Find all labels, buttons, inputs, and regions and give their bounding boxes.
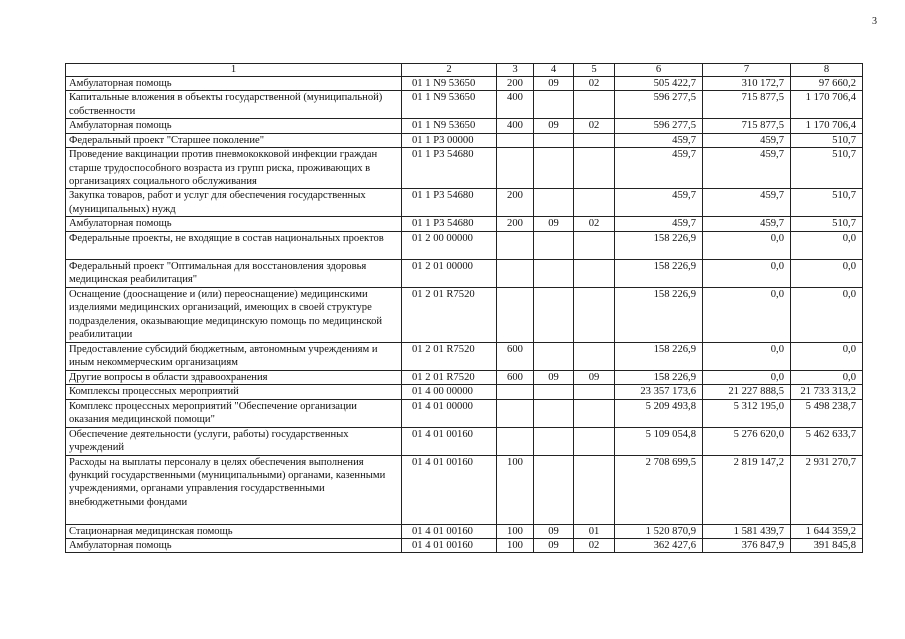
row-name: Амбулаторная помощь xyxy=(66,77,402,91)
amount-year-2: 0,0 xyxy=(703,231,791,259)
amount-year-1: 5 109 054,8 xyxy=(615,427,703,455)
amount-year-3: 1 644 359,2 xyxy=(791,524,863,538)
subsection: 02 xyxy=(574,539,615,553)
amount-year-1: 362 427,6 xyxy=(615,539,703,553)
table-row xyxy=(66,455,863,524)
row-name: Федеральные проекты, не входящие в состав национальных проектов xyxy=(66,231,402,259)
amount-year-2: 715 877,5 xyxy=(703,91,791,119)
subsection xyxy=(574,342,615,370)
table-row xyxy=(66,189,863,217)
amount-year-2: 376 847,9 xyxy=(703,539,791,553)
table-row xyxy=(66,91,863,119)
target-code: 01 4 01 00160 xyxy=(402,539,497,553)
table-row xyxy=(66,77,863,91)
header-cell: 7 xyxy=(703,64,791,77)
header-row xyxy=(66,64,863,77)
amount-year-1: 158 226,9 xyxy=(615,370,703,384)
target-code: 01 1 N9 53650 xyxy=(402,119,497,133)
section xyxy=(534,133,574,147)
amount-year-2: 1 581 439,7 xyxy=(703,524,791,538)
section: 09 xyxy=(534,370,574,384)
row-name: Амбулаторная помощь xyxy=(66,217,402,231)
section xyxy=(534,189,574,217)
expense-type xyxy=(497,399,534,427)
expense-type: 100 xyxy=(497,524,534,538)
subsection xyxy=(574,133,615,147)
table-row xyxy=(66,370,863,384)
row-name: Комплекс процессных мероприятий "Обеспечение организации оказания медицинской помощи" xyxy=(66,399,402,427)
row-name: Закупка товаров, работ и услуг для обеспечения государственных (муниципальных) нужд xyxy=(66,189,402,217)
amount-year-3: 510,7 xyxy=(791,189,863,217)
amount-year-1: 2 708 699,5 xyxy=(615,455,703,524)
row-name: Обеспечение деятельности (услуги, работы) государственных учреждений xyxy=(66,427,402,455)
section xyxy=(534,385,574,399)
expense-type xyxy=(497,259,534,287)
table-row xyxy=(66,524,863,538)
amount-year-2: 459,7 xyxy=(703,133,791,147)
section: 09 xyxy=(534,524,574,538)
target-code: 01 1 N9 53650 xyxy=(402,77,497,91)
subsection: 02 xyxy=(574,217,615,231)
amount-year-1: 596 277,5 xyxy=(615,91,703,119)
section xyxy=(534,427,574,455)
expense-type xyxy=(497,148,534,189)
row-name: Проведение вакцинации против пневмококковой инфекции граждан старше трудоспособного возраста из групп риска, проживающих в организациях социального обслуживания xyxy=(66,148,402,189)
amount-year-1: 596 277,5 xyxy=(615,119,703,133)
amount-year-2: 715 877,5 xyxy=(703,119,791,133)
target-code: 01 4 01 00160 xyxy=(402,427,497,455)
subsection xyxy=(574,148,615,189)
budget-table xyxy=(65,63,863,553)
row-name: Оснащение (дооснащение и (или) переоснащение) медицинскими изделиями медицинских организаций, имеющих в своей структуре подразделения, оказывающие медицинскую помощь по медицинской реабилитации xyxy=(66,287,402,342)
target-code: 01 4 01 00160 xyxy=(402,524,497,538)
amount-year-1: 459,7 xyxy=(615,189,703,217)
table-row xyxy=(66,287,863,342)
subsection xyxy=(574,91,615,119)
subsection xyxy=(574,189,615,217)
target-code: 01 1 P3 54680 xyxy=(402,217,497,231)
amount-year-3: 510,7 xyxy=(791,217,863,231)
subsection: 02 xyxy=(574,119,615,133)
table-row xyxy=(66,133,863,147)
table-row xyxy=(66,342,863,370)
amount-year-1: 158 226,9 xyxy=(615,231,703,259)
section xyxy=(534,399,574,427)
target-code: 01 1 N9 53650 xyxy=(402,91,497,119)
target-code: 01 1 P3 54680 xyxy=(402,148,497,189)
target-code: 01 1 P3 54680 xyxy=(402,189,497,217)
section xyxy=(534,342,574,370)
amount-year-1: 459,7 xyxy=(615,133,703,147)
amount-year-2: 0,0 xyxy=(703,342,791,370)
target-code: 01 4 00 00000 xyxy=(402,385,497,399)
section: 09 xyxy=(534,77,574,91)
amount-year-1: 158 226,9 xyxy=(615,287,703,342)
section: 09 xyxy=(534,539,574,553)
header-cell: 1 xyxy=(66,64,402,77)
amount-year-3: 1 170 706,4 xyxy=(791,119,863,133)
amount-year-2: 459,7 xyxy=(703,189,791,217)
row-name: Амбулаторная помощь xyxy=(66,539,402,553)
amount-year-2: 459,7 xyxy=(703,148,791,189)
table-row xyxy=(66,217,863,231)
section xyxy=(534,148,574,189)
amount-year-1: 459,7 xyxy=(615,148,703,189)
section: 09 xyxy=(534,119,574,133)
subsection: 09 xyxy=(574,370,615,384)
section xyxy=(534,287,574,342)
amount-year-1: 158 226,9 xyxy=(615,259,703,287)
amount-year-3: 5 498 238,7 xyxy=(791,399,863,427)
expense-type xyxy=(497,385,534,399)
expense-type: 400 xyxy=(497,91,534,119)
subsection xyxy=(574,385,615,399)
amount-year-1: 459,7 xyxy=(615,217,703,231)
row-name: Федеральный проект "Оптимальная для восстановления здоровья медицинская реабилитация" xyxy=(66,259,402,287)
amount-year-3: 391 845,8 xyxy=(791,539,863,553)
target-code: 01 1 P3 00000 xyxy=(402,133,497,147)
target-code: 01 2 01 R7520 xyxy=(402,370,497,384)
amount-year-3: 0,0 xyxy=(791,287,863,342)
row-name: Стационарная медицинская помощь xyxy=(66,524,402,538)
amount-year-3: 0,0 xyxy=(791,259,863,287)
header-cell: 4 xyxy=(534,64,574,77)
header-cell: 6 xyxy=(615,64,703,77)
amount-year-3: 510,7 xyxy=(791,148,863,189)
expense-type: 600 xyxy=(497,342,534,370)
amount-year-3: 510,7 xyxy=(791,133,863,147)
table-row xyxy=(66,119,863,133)
section xyxy=(534,231,574,259)
amount-year-2: 0,0 xyxy=(703,259,791,287)
amount-year-1: 23 357 173,6 xyxy=(615,385,703,399)
table-row xyxy=(66,148,863,189)
subsection xyxy=(574,399,615,427)
subsection: 01 xyxy=(574,524,615,538)
amount-year-2: 310 172,7 xyxy=(703,77,791,91)
amount-year-2: 5 312 195,0 xyxy=(703,399,791,427)
page-number: 3 xyxy=(872,16,877,27)
amount-year-3: 5 462 633,7 xyxy=(791,427,863,455)
expense-type xyxy=(497,231,534,259)
target-code: 01 2 00 00000 xyxy=(402,231,497,259)
subsection xyxy=(574,231,615,259)
target-code: 01 2 01 R7520 xyxy=(402,287,497,342)
subsection xyxy=(574,287,615,342)
amount-year-1: 1 520 870,9 xyxy=(615,524,703,538)
table-row xyxy=(66,539,863,553)
subsection xyxy=(574,427,615,455)
amount-year-2: 0,0 xyxy=(703,287,791,342)
expense-type: 200 xyxy=(497,77,534,91)
subsection xyxy=(574,259,615,287)
expense-type xyxy=(497,427,534,455)
amount-year-2: 5 276 620,0 xyxy=(703,427,791,455)
section xyxy=(534,259,574,287)
subsection xyxy=(574,455,615,524)
expense-type: 200 xyxy=(497,217,534,231)
target-code: 01 4 01 00000 xyxy=(402,399,497,427)
table-row xyxy=(66,427,863,455)
amount-year-3: 1 170 706,4 xyxy=(791,91,863,119)
row-name: Расходы на выплаты персоналу в целях обеспечения выполнения функций государственными (муниципальными) органами, казенными учреждениями, органами управления государственными внебюджетными фондами xyxy=(66,455,402,524)
amount-year-2: 0,0 xyxy=(703,370,791,384)
target-code: 01 2 01 R7520 xyxy=(402,342,497,370)
header-cell: 2 xyxy=(402,64,497,77)
table-row xyxy=(66,231,863,259)
row-name: Другие вопросы в области здравоохранения xyxy=(66,370,402,384)
expense-type: 600 xyxy=(497,370,534,384)
row-name: Амбулаторная помощь xyxy=(66,119,402,133)
amount-year-1: 158 226,9 xyxy=(615,342,703,370)
row-name: Комплексы процессных мероприятий xyxy=(66,385,402,399)
table-row xyxy=(66,259,863,287)
expense-type: 200 xyxy=(497,189,534,217)
row-name: Капитальные вложения в объекты государственной (муниципальной) собственности xyxy=(66,91,402,119)
amount-year-3: 2 931 270,7 xyxy=(791,455,863,524)
amount-year-2: 21 227 888,5 xyxy=(703,385,791,399)
expense-type xyxy=(497,133,534,147)
subsection: 02 xyxy=(574,77,615,91)
amount-year-3: 21 733 313,2 xyxy=(791,385,863,399)
expense-type: 100 xyxy=(497,455,534,524)
section xyxy=(534,91,574,119)
amount-year-1: 505 422,7 xyxy=(615,77,703,91)
amount-year-3: 0,0 xyxy=(791,370,863,384)
target-code: 01 4 01 00160 xyxy=(402,455,497,524)
table-row xyxy=(66,385,863,399)
row-name: Федеральный проект "Старшее поколение" xyxy=(66,133,402,147)
section: 09 xyxy=(534,217,574,231)
section xyxy=(534,455,574,524)
expense-type: 100 xyxy=(497,539,534,553)
amount-year-3: 0,0 xyxy=(791,231,863,259)
header-cell: 8 xyxy=(791,64,863,77)
expense-type xyxy=(497,287,534,342)
amount-year-3: 0,0 xyxy=(791,342,863,370)
amount-year-2: 459,7 xyxy=(703,217,791,231)
table-row xyxy=(66,399,863,427)
row-name: Предоставление субсидий бюджетным, автономным учреждениям и иным некоммерческим организациям xyxy=(66,342,402,370)
amount-year-1: 5 209 493,8 xyxy=(615,399,703,427)
target-code: 01 2 01 00000 xyxy=(402,259,497,287)
header-cell: 5 xyxy=(574,64,615,77)
expense-type: 400 xyxy=(497,119,534,133)
amount-year-2: 2 819 147,2 xyxy=(703,455,791,524)
header-cell: 3 xyxy=(497,64,534,77)
amount-year-3: 97 660,2 xyxy=(791,77,863,91)
